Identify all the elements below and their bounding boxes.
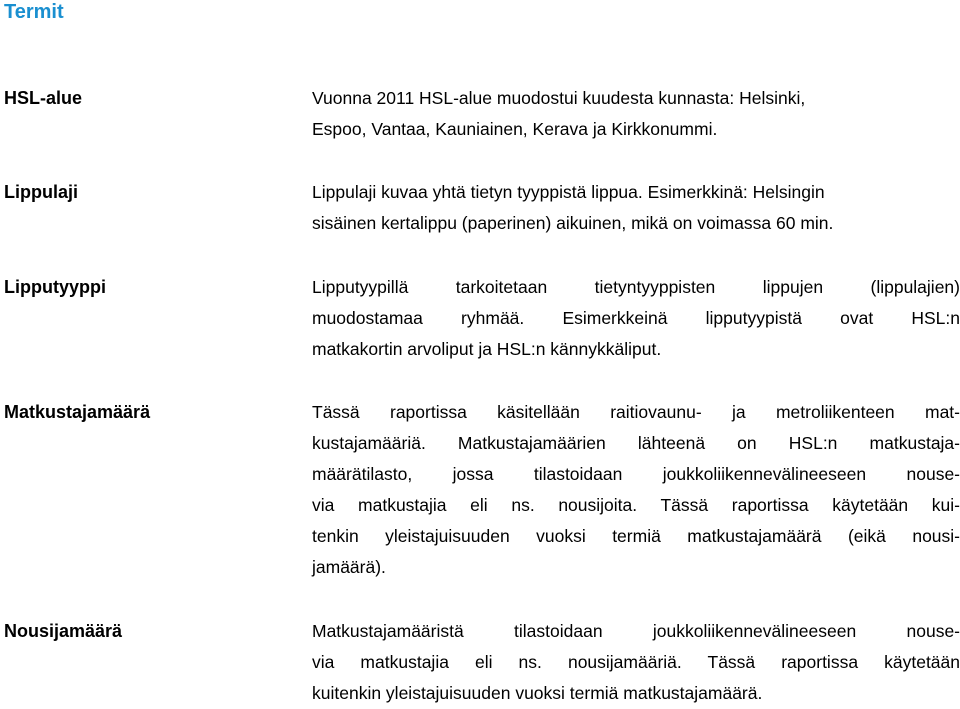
term-label: Lipputyyppi [4,277,106,297]
term-label: Lippulaji [4,182,78,202]
term-label: Nousijamäärä [4,621,123,641]
term-definition [312,616,960,709]
definition-line: kustajamääriä. Matkustajamäärien lähteenä on HSL:n matkustaja- [312,433,960,453]
term-label: HSL-alue [4,88,83,108]
definition-line: kuitenkin yleistajuisuuden vuoksi termiä matkustajamäärä. [312,683,763,703]
term-definition [312,177,960,239]
term-definition [312,83,960,145]
definition-line: Matkustajamääristä tilastoidaan joukkoliikennevälineeseen nouse- [312,621,960,641]
term-label: Matkustajamäärä [4,402,151,422]
page-title: Termit [4,1,64,23]
definition-line: tenkin yleistajuisuuden vuoksi termiä matkustajamäärä (eikä nousi- [312,526,960,546]
term-definition [312,397,960,583]
definition-line: Espoo, Vantaa, Kauniainen, Kerava ja Kirkkonummi. [312,119,718,139]
definition-line: via matkustajia eli ns. nousijamääriä. Tässä raportissa käytetään [312,652,960,672]
definition-line: sisäinen kertalippu (paperinen) aikuinen, mikä on voimassa 60 min. [312,213,834,233]
definition-line: Vuonna 2011 HSL-alue muodostui kuudesta kunnasta: Helsinki, [312,88,806,108]
definition-line: jamäärä). [312,557,386,577]
definition-line: muodostamaa ryhmää. Esimerkkeinä lipputyypistä ovat HSL:n [312,308,960,328]
term-definition [312,272,960,365]
definition-line: Lipputyypillä tarkoitetaan tietyntyyppisten lippujen (lippulajien) [312,277,960,297]
definition-line: Tässä raportissa käsitellään raitiovaunu- ja metroliikenteen mat- [312,402,960,422]
definition-line: määrätilasto, jossa tilastoidaan joukkoliikennevälineeseen nouse- [312,464,960,484]
definition-line: via matkustajia eli ns. nousijoita. Tässä raportissa käytetään kui- [312,495,960,515]
definition-line: Lippulaji kuvaa yhtä tietyn tyyppistä lippua. Esimerkkinä: Helsingin [312,182,825,202]
definition-line: matkakortin arvoliput ja HSL:n kännykkäliput. [312,339,662,359]
